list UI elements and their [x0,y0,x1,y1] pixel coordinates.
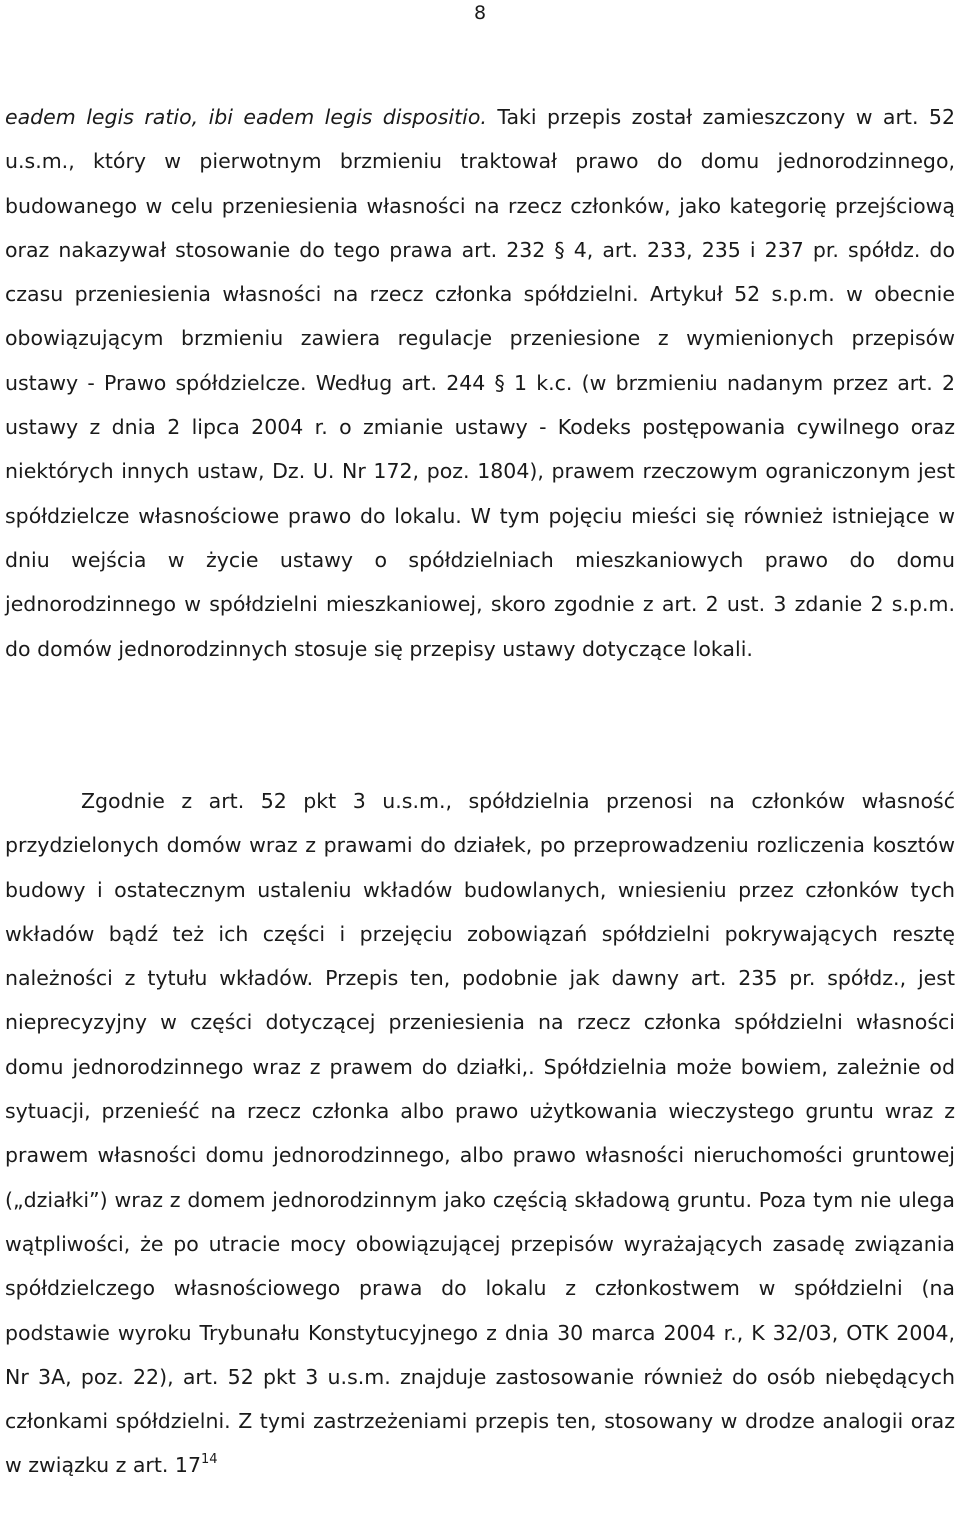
paragraph-2 [5,779,955,1488]
paragraph-2-text: Zgodnie z art. 52 pkt 3 u.s.m., spółdzielnia przenosi na członków własność przydzielonych domów wraz z prawami do działek, po przeprowadzeniu rozliczenia kosztów budowy i ostatecznym ustaleniu wkładów budowlanych, wniesieniu przez członków tych wkładów bądź też ich części i przejęciu zobowiązań spółdzielni pokrywających resztę należności z tytułu wkładów. Przepis ten, podobnie jak dawny art. 235 pr. spółdz., jest nieprecyzyjny w części dotyczącej przeniesienia na rzecz członka spółdzielni własności domu jednorodzinnego wraz z prawem do działki,. Spółdzielnia może bowiem, zależnie od sytuacji, przenieść na rzecz członka albo prawo użytkowania wieczystego gruntu wraz z prawem własności domu jednorodzinnego, albo prawo własności nieruchomości gruntowej („działki”) wraz z domem jednorodzinnym jako częścią składową gruntu. Poza tym nie ulega wątpliwości, że po utracie mocy obowiązującej przepisów wyrażających zasadę związania spółdzielczego własnościowego prawa do lokalu z członkostwem w spółdzielni (na podstawie wyroku Trybunału Konstytucyjnego z dnia 30 marca 2004 r., K 32/03, OTK 2004, Nr 3A, poz. 22), art. 52 pkt 3 u.s.m. znajduje zastosowanie również do osób niebędących członkami spółdzielni. Z tymi zastrzeżeniami przepis ten, stosowany w drodze analogii oraz w związku z art. 17 [5,789,955,1478]
paragraph-1-text: Taki przepis został zamieszczony w art. 52 u.s.m., który w pierwotnym brzmieniu traktował prawo do domu jednorodzinnego, budowanego w celu przeniesienia własności na rzecz członków, jako kategorię przejściową oraz nakazywał stosowanie do tego prawa art. 232 § 4, art. 233, 235 i 237 pr. spółdz. do czasu przeniesienia własności na rzecz członka spółdzielni. Artykuł 52 s.p.m. w obecnie obowiązującym brzmieniu zawiera regulacje przeniesione z wymienionych przepisów ustawy - Prawo spółdzielcze. Według art. 244 § 1 k.c. (w brzmieniu nadanym przez art. 2 ustawy z dnia 2 lipca 2004 r. o zmianie ustawy - Kodeks postępowania cywilnego oraz niektórych innych ustaw, Dz. U. Nr 172, poz. 1804), prawem rzeczowym ograniczonym jest spółdzielcze własnościowe prawo do lokalu. W tym pojęciu mieści się również istniejące w dniu wejścia w życie ustawy o spółdzielniach mieszkaniowych prawo do domu jednorodzinnego w spółdzielni mieszkaniowej, skoro zgodnie z art. 2 ust. 3 zdanie 2 s.p.m. do domów jednorodzinnych stosuje się przepisy ustawy dotyczące lokali. [5,105,955,661]
page-number: 8 [473,2,487,24]
latin-maxim: eadem legis ratio, ibi eadem legis dispositio. [5,105,487,129]
footnote-reference[interactable]: 14 [201,1452,218,1468]
paragraph-1 [5,95,955,671]
